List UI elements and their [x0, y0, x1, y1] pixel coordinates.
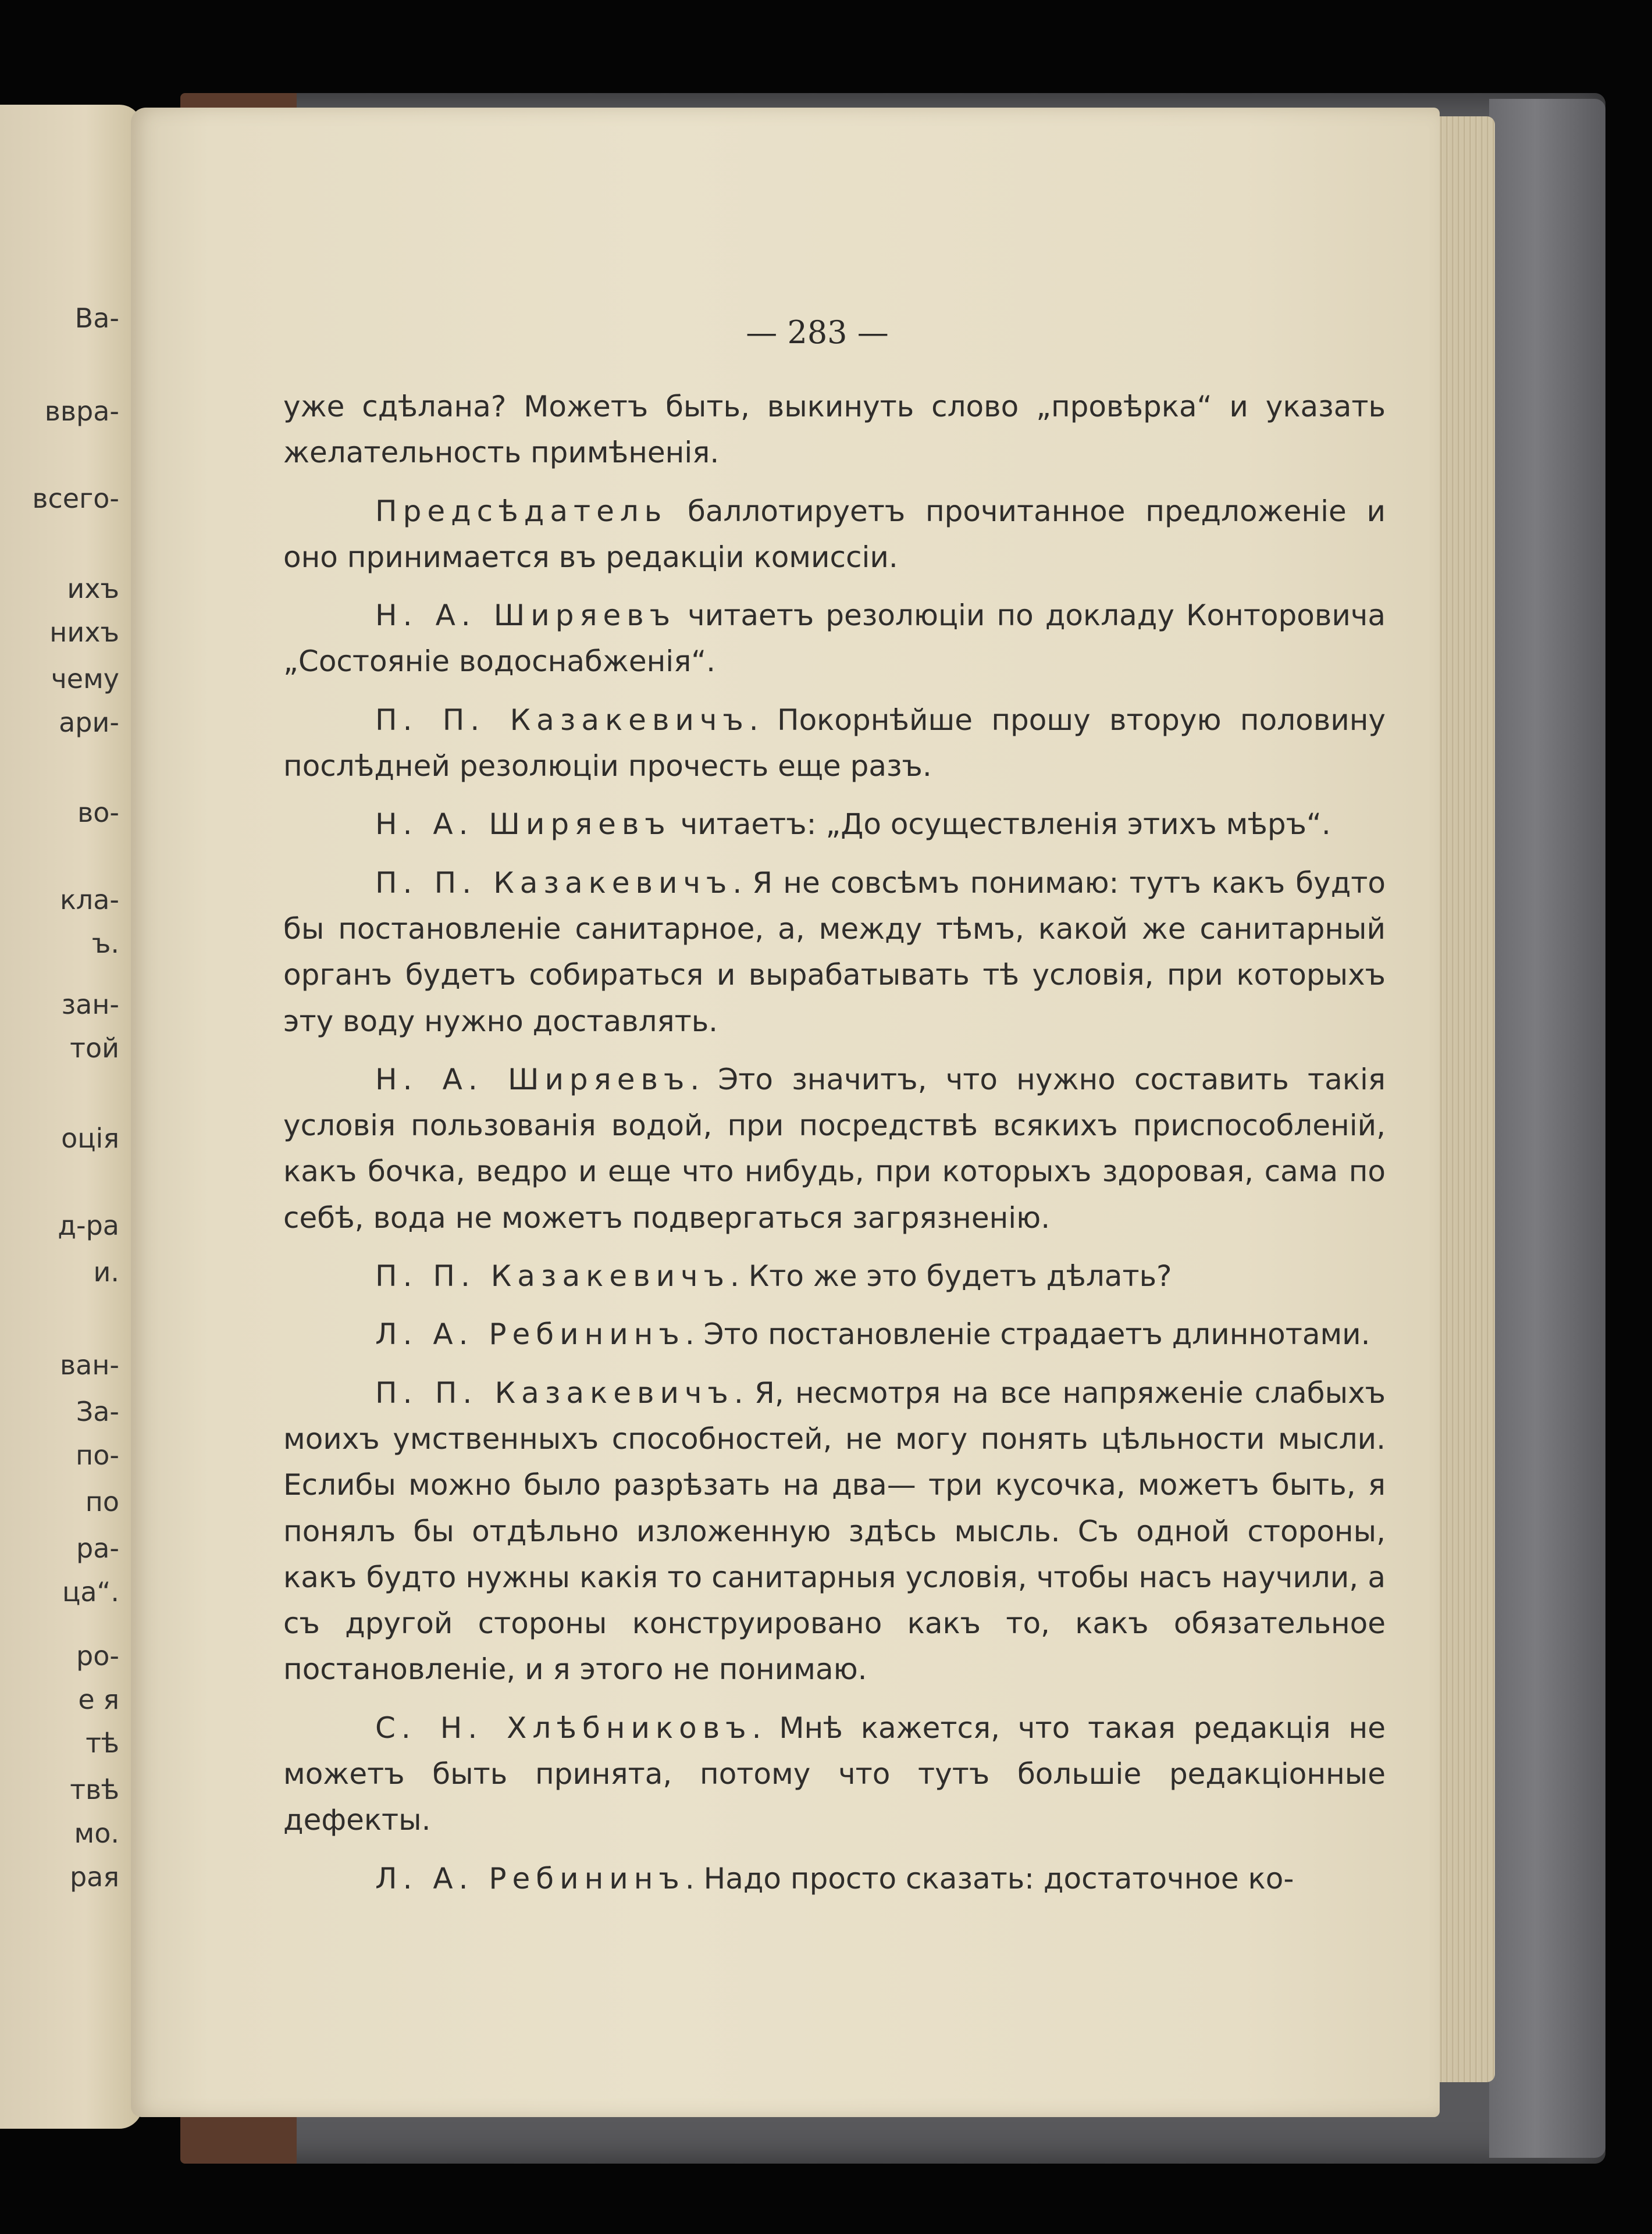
paragraph-text: баллотируетъ прочитанное предложеніе и оно принимается въ редакціи комиссіи.: [283, 494, 1386, 574]
previous-page-fragment: ъ.: [91, 928, 119, 959]
previous-page: [0, 105, 143, 2129]
previous-page-fragment: ихъ: [67, 573, 119, 604]
speaker-name: П. П. Казакевичъ: [375, 1259, 730, 1294]
previous-page-fragment: е я: [78, 1684, 119, 1715]
previous-page-fragment: той: [70, 1032, 119, 1064]
previous-page-fragment: во-: [77, 797, 119, 828]
paragraph-text: . Покорнѣйше прошу вторую половину послѣдней резолюціи прочесть еще разъ.: [283, 703, 1386, 783]
page-text: [283, 384, 1386, 1914]
paragraph: [283, 1253, 1386, 1299]
speaker-name: П. П. Казакевичъ: [375, 1376, 734, 1410]
book-page: [131, 108, 1440, 2117]
previous-page-fragment: ро-: [76, 1640, 119, 1672]
paragraph-text: . Я не совсѣмъ понимаю: тутъ какъ будто бы постановленіе санитарное, а, между тѣмъ, какой же санитарный органъ будетъ собираться и вырабатывать тѣ условія, при которыхъ эту воду нужно доставлять.: [283, 865, 1386, 1038]
previous-page-fragment: твѣ: [70, 1774, 119, 1805]
paragraph-text: уже сдѣлана? Можетъ быть, выкинуть слово „провѣрка“ и указать желательность примѣненія.: [283, 390, 1386, 470]
speaker-name: Н. А. Ширяевъ: [375, 1062, 690, 1096]
previous-page-fragment: рая: [69, 1861, 119, 1893]
paragraph-text: читаетъ: „До осуществленія этихъ мѣръ“.: [671, 807, 1331, 842]
paragraph-text: читаетъ резолюціи по докладу Конторовича „Состояніе водоснабженія“.: [283, 598, 1386, 679]
paragraph: [283, 593, 1386, 685]
previous-page-fragment: чему: [51, 663, 119, 694]
paragraph-text: . Мнѣ кажется, что такая редакція не можетъ быть принята, потому что тутъ большіе редакціонные дефекты.: [283, 1711, 1386, 1837]
previous-page-line-endings: [0, 105, 143, 2129]
previous-page-fragment: оція: [61, 1123, 119, 1154]
previous-page-fragment: нихъ: [49, 617, 119, 648]
paragraph: [283, 801, 1386, 847]
previous-page-fragment: кла-: [60, 884, 119, 915]
speaker-name: П. П. Казакевичъ: [375, 865, 733, 900]
previous-page-fragment: всего-: [32, 483, 119, 514]
paragraph: [283, 1312, 1386, 1357]
speaker-name: Н. А. Ширяевъ: [375, 807, 671, 842]
previous-page-fragment: тѣ: [86, 1727, 119, 1759]
previous-page-fragment: ван-: [60, 1349, 119, 1381]
previous-page-fragment: мо.: [74, 1818, 119, 1849]
previous-page-fragment: За-: [76, 1396, 119, 1427]
page-number: — 283 —: [746, 314, 889, 351]
previous-page-fragment: по: [85, 1486, 119, 1517]
paragraph-text: . Надо просто сказать: достаточное ко-: [685, 1861, 1294, 1895]
paragraph: [283, 697, 1386, 790]
paragraph: [283, 1370, 1386, 1693]
paragraph: [283, 384, 1386, 476]
previous-page-fragment: ввра-: [44, 396, 119, 427]
speaker-name: Предсѣдатель: [375, 494, 668, 528]
paragraph: [283, 1705, 1386, 1844]
paragraph: [283, 489, 1386, 581]
paragraph: [283, 1057, 1386, 1241]
previous-page-fragment: и.: [93, 1256, 119, 1288]
previous-page-fragment: Ва-: [74, 302, 119, 334]
paragraph: [283, 860, 1386, 1045]
previous-page-fragment: ца“.: [62, 1576, 119, 1608]
previous-page-fragment: д-ра: [58, 1210, 119, 1241]
speaker-name: П. П. Казакевичъ: [375, 703, 749, 737]
speaker-name: Л. А. Ребининъ: [375, 1861, 685, 1895]
previous-page-fragment: по-: [76, 1440, 119, 1471]
previous-page-fragment: ра-: [76, 1533, 119, 1564]
paragraph: [283, 1856, 1386, 1902]
speaker-name: С. Н. Хлѣбниковъ: [375, 1711, 752, 1745]
previous-page-fragment: зан-: [61, 989, 119, 1020]
paragraph-text: . Кто же это будетъ дѣлать?: [729, 1259, 1172, 1294]
paragraph-text: . Это постановленіе страдаетъ длиннотами.: [685, 1317, 1370, 1352]
paragraph-text: . Я, несмотря на все напряженіе слабыхъ моихъ умственныхъ способностей, не могу понять цѣльности мысли. Еслибы можно было разрѣзать на два— три кусочка, можетъ быть, я понялъ бы отдѣльно изложенную здѣсь мысль. Съ одной стороны, какъ будто нужны какія то санитарныя условія, чтобы насъ научили, а съ другой стороны конструировано какъ то, какъ обязательное постановленіе, и я этого не понимаю.: [283, 1376, 1386, 1687]
speaker-name: Н. А. Ширяевъ: [375, 598, 677, 633]
previous-page-fragment: ари-: [59, 707, 119, 738]
book-cover-edge: [1489, 99, 1605, 2158]
speaker-name: Л. А. Ребининъ: [375, 1317, 685, 1352]
paragraph-text: . Это значитъ, что нужно составить такія условія пользованія водой, при посредствѣ всякихъ приспособленій, какъ бочка, ведро и еще что нибудь, при которыхъ здоровая, сама по себѣ, вода не можетъ подвергаться загрязненію.: [283, 1062, 1386, 1235]
